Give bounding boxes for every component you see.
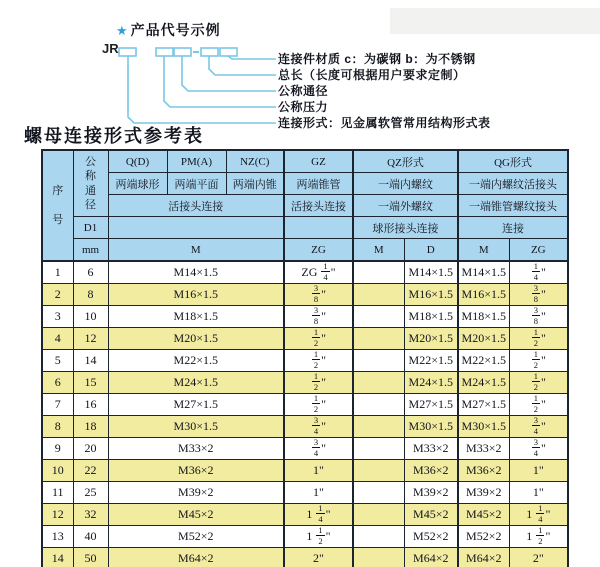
m-value: M16×1.5	[108, 284, 284, 306]
qz-d-value: M24×1.5	[404, 372, 458, 394]
table-row	[42, 328, 568, 350]
qz-d-value: M22×1.5	[404, 350, 458, 372]
qg-m-value: M18×1.5	[458, 306, 509, 328]
qg-m-value: M39×2	[458, 482, 509, 504]
zg-value: $\frac{1}{2}$ "	[284, 350, 353, 372]
dn-value: 25	[73, 482, 108, 504]
diagram-title	[116, 20, 221, 40]
header-pm-sub: 两端平面	[167, 173, 226, 195]
zg-value: $\frac{3}{8}$ "	[284, 284, 353, 306]
header-blank-left	[108, 217, 284, 239]
connector-line-form	[128, 56, 276, 123]
header-qz-m: M	[353, 239, 404, 262]
table-title: 螺母连接形式参考表	[24, 126, 204, 146]
header-form-pm: PM(A)	[167, 150, 226, 173]
label-connection-form: 连接形式：见金属软管常用结构形式表	[278, 116, 491, 130]
header-dn-text: 公称通径	[85, 155, 96, 211]
header-qg-sub2: 一端锥管螺纹接头	[458, 195, 568, 217]
row-index: 5	[42, 350, 73, 372]
star-icon: ★	[116, 23, 129, 38]
header-form-gz: GZ	[284, 150, 353, 173]
row-index: 9	[42, 438, 73, 460]
code-box-2	[156, 48, 173, 56]
header-gz-joint: 活接头连接	[284, 195, 353, 217]
m-value: M33×2	[108, 438, 284, 460]
qz-m-value	[353, 328, 404, 350]
row-index: 1	[42, 261, 73, 284]
header-row-units	[42, 239, 568, 262]
table-row	[42, 526, 568, 548]
qz-d-value: M45×2	[404, 504, 458, 526]
qz-m-value	[353, 526, 404, 548]
m-value: M18×1.5	[108, 306, 284, 328]
header-form-qg: QG形式	[458, 150, 568, 173]
zg-value: 1 $\frac{1}{4}$ "	[284, 504, 353, 526]
m-value: M22×1.5	[108, 350, 284, 372]
dn-value: 18	[73, 416, 108, 438]
table-row	[42, 460, 568, 482]
qg-m-value: M20×1.5	[458, 328, 509, 350]
qz-d-value: M36×2	[404, 460, 458, 482]
qz-d-value: M14×1.5	[404, 261, 458, 284]
m-value: M64×2	[108, 548, 284, 567]
m-value: M39×2	[108, 482, 284, 504]
label-total-length: 总长（长度可根据用户要求定制）	[278, 68, 466, 82]
qg-zg-value: $\frac{1}{4}$ "	[509, 261, 568, 284]
header-qz-d: D	[404, 239, 458, 262]
diagram-title-text: 产品代号示例	[130, 22, 221, 38]
header-qg-m: M	[458, 239, 509, 262]
header-qz-sub1: 一端内螺纹	[353, 173, 458, 195]
header-row-joint-types	[42, 195, 568, 217]
table-row	[42, 548, 568, 567]
header-qg-zg: ZG	[509, 239, 568, 262]
qz-d-value: M16×1.5	[404, 284, 458, 306]
label-nominal-diameter: 公称通径	[278, 84, 329, 98]
qz-m-value	[353, 482, 404, 504]
header-form-qz: QZ形式	[353, 150, 458, 173]
qz-m-value	[353, 460, 404, 482]
qg-zg-value: $\frac{1}{2}$ "	[509, 328, 568, 350]
row-index: 12	[42, 504, 73, 526]
table-body	[42, 261, 568, 567]
qg-zg-value: 1"	[509, 460, 568, 482]
qg-m-value: M16×1.5	[458, 284, 509, 306]
header-qg-connect: 连接	[458, 217, 568, 239]
row-index: 3	[42, 306, 73, 328]
zg-value: $\frac{3}{8}$ "	[284, 306, 353, 328]
connector-line-pressure	[164, 56, 276, 107]
qg-zg-value: $\frac{3}{8}$ "	[509, 284, 568, 306]
qz-m-value	[353, 350, 404, 372]
qz-d-value: M33×2	[404, 438, 458, 460]
qg-zg-value: 1 $\frac{1}{2}$ "	[509, 526, 568, 548]
table-header	[42, 150, 568, 261]
table-row	[42, 394, 568, 416]
header-zg: ZG	[284, 239, 353, 262]
header-m: M	[108, 239, 284, 262]
qz-m-value	[353, 372, 404, 394]
header-d1: D1	[73, 217, 108, 239]
header-qz-connect: 球形接头连接	[353, 217, 458, 239]
qg-m-value: M36×2	[458, 460, 509, 482]
header-union-joint: 活接头连接	[108, 195, 284, 217]
table-row	[42, 306, 568, 328]
qg-m-value: M30×1.5	[458, 416, 509, 438]
qz-m-value	[353, 306, 404, 328]
m-value: M52×2	[108, 526, 284, 548]
row-index: 8	[42, 416, 73, 438]
row-index: 7	[42, 394, 73, 416]
m-value: M36×2	[108, 460, 284, 482]
header-qz-sub2: 一端外螺纹	[353, 195, 458, 217]
dn-value: 6	[73, 261, 108, 284]
qg-zg-value: $\frac{3}{4}$ "	[509, 438, 568, 460]
zg-value: 1"	[284, 460, 353, 482]
m-value: M27×1.5	[108, 394, 284, 416]
row-index: 4	[42, 328, 73, 350]
dn-value: 20	[73, 438, 108, 460]
qz-d-value: M52×2	[404, 526, 458, 548]
table-row	[42, 482, 568, 504]
qg-m-value: M24×1.5	[458, 372, 509, 394]
header-row-forms	[42, 150, 568, 173]
dn-value: 40	[73, 526, 108, 548]
nut-connection-reference-table	[41, 149, 569, 567]
m-value: M24×1.5	[108, 372, 284, 394]
qz-d-value: M30×1.5	[404, 416, 458, 438]
row-index: 10	[42, 460, 73, 482]
qz-d-value: M64×2	[404, 548, 458, 567]
qz-m-value	[353, 394, 404, 416]
qg-zg-value: 2"	[509, 548, 568, 567]
table-row	[42, 438, 568, 460]
code-prefix: JR	[102, 41, 119, 56]
qg-m-value: M45×2	[458, 504, 509, 526]
row-index: 6	[42, 372, 73, 394]
code-box-4	[201, 48, 218, 56]
table-row	[42, 261, 568, 284]
qg-m-value: M52×2	[458, 526, 509, 548]
label-nominal-pressure: 公称压力	[278, 100, 329, 114]
zg-value: $\frac{3}{4}$ "	[284, 438, 353, 460]
qg-zg-value: 1 $\frac{1}{4}$ "	[509, 504, 568, 526]
qz-m-value	[353, 416, 404, 438]
qz-m-value	[353, 504, 404, 526]
code-box-1	[119, 48, 136, 56]
qz-m-value	[353, 261, 404, 284]
zg-value: 1"	[284, 482, 353, 504]
zg-value: $\frac{1}{2}$ "	[284, 328, 353, 350]
qz-m-value	[353, 284, 404, 306]
code-box-5	[220, 48, 237, 56]
qg-zg-value: $\frac{1}{2}$ "	[509, 350, 568, 372]
header-seq-text: 序号	[52, 184, 64, 226]
qz-d-value: M20×1.5	[404, 328, 458, 350]
header-nz-sub: 两端内锥	[226, 173, 284, 195]
qz-d-value: M18×1.5	[404, 306, 458, 328]
m-value: M45×2	[108, 504, 284, 526]
table-row	[42, 416, 568, 438]
zg-value: 2"	[284, 548, 353, 567]
header-form-q: Q(D)	[108, 150, 167, 173]
header-row-end-types	[42, 173, 568, 195]
code-box-3	[174, 48, 191, 56]
m-value: M30×1.5	[108, 416, 284, 438]
qg-zg-value: $\frac{1}{2}$ "	[509, 372, 568, 394]
qg-m-value: M27×1.5	[458, 394, 509, 416]
dn-value: 12	[73, 328, 108, 350]
dn-value: 32	[73, 504, 108, 526]
dn-value: 10	[73, 306, 108, 328]
header-row-d1	[42, 217, 568, 239]
table-row	[42, 372, 568, 394]
header-q-sub: 两端球形	[108, 173, 167, 195]
header-blank-gz	[284, 217, 353, 239]
qg-zg-value: $\frac{3}{4}$ "	[509, 416, 568, 438]
zg-value: $\frac{1}{2}$ "	[284, 372, 353, 394]
zg-value: ZG $\frac{1}{4}$ "	[284, 261, 353, 284]
dn-value: 8	[73, 284, 108, 306]
qg-zg-value: $\frac{1}{2}$ "	[509, 394, 568, 416]
qg-m-value: M33×2	[458, 438, 509, 460]
qg-m-value: M14×1.5	[458, 261, 509, 284]
dn-value: 14	[73, 350, 108, 372]
zg-value: $\frac{3}{4}$ "	[284, 416, 353, 438]
row-index: 2	[42, 284, 73, 306]
qg-m-value: M22×1.5	[458, 350, 509, 372]
dn-value: 50	[73, 548, 108, 567]
m-value: M20×1.5	[108, 328, 284, 350]
dn-value: 15	[73, 372, 108, 394]
table-row	[42, 504, 568, 526]
row-index: 13	[42, 526, 73, 548]
row-index: 11	[42, 482, 73, 504]
table-row	[42, 350, 568, 372]
header-seq	[42, 150, 73, 261]
header-dn	[73, 150, 108, 217]
dn-value: 16	[73, 394, 108, 416]
qg-zg-value: 1"	[509, 482, 568, 504]
row-index: 14	[42, 548, 73, 567]
qz-d-value: M39×2	[404, 482, 458, 504]
qz-m-value	[353, 438, 404, 460]
zg-value: 1 $\frac{1}{2}$ "	[284, 526, 353, 548]
header-form-nz: NZ(C)	[226, 150, 284, 173]
connector-line-diameter	[182, 56, 276, 91]
qg-zg-value: $\frac{3}{8}$ "	[509, 306, 568, 328]
qg-m-value: M64×2	[458, 548, 509, 567]
qz-d-value: M27×1.5	[404, 394, 458, 416]
label-connector-material: 连接件材质 c：为碳钢 b：为不锈钢	[278, 52, 476, 66]
table-row	[42, 284, 568, 306]
m-value: M14×1.5	[108, 261, 284, 284]
header-qg-sub1: 一端内螺纹活接头	[458, 173, 568, 195]
header-gz-sub: 两端锥管	[284, 173, 353, 195]
dn-value: 22	[73, 460, 108, 482]
zg-value: $\frac{1}{2}$ "	[284, 394, 353, 416]
header-mm: mm	[73, 239, 108, 262]
qz-m-value	[353, 548, 404, 567]
